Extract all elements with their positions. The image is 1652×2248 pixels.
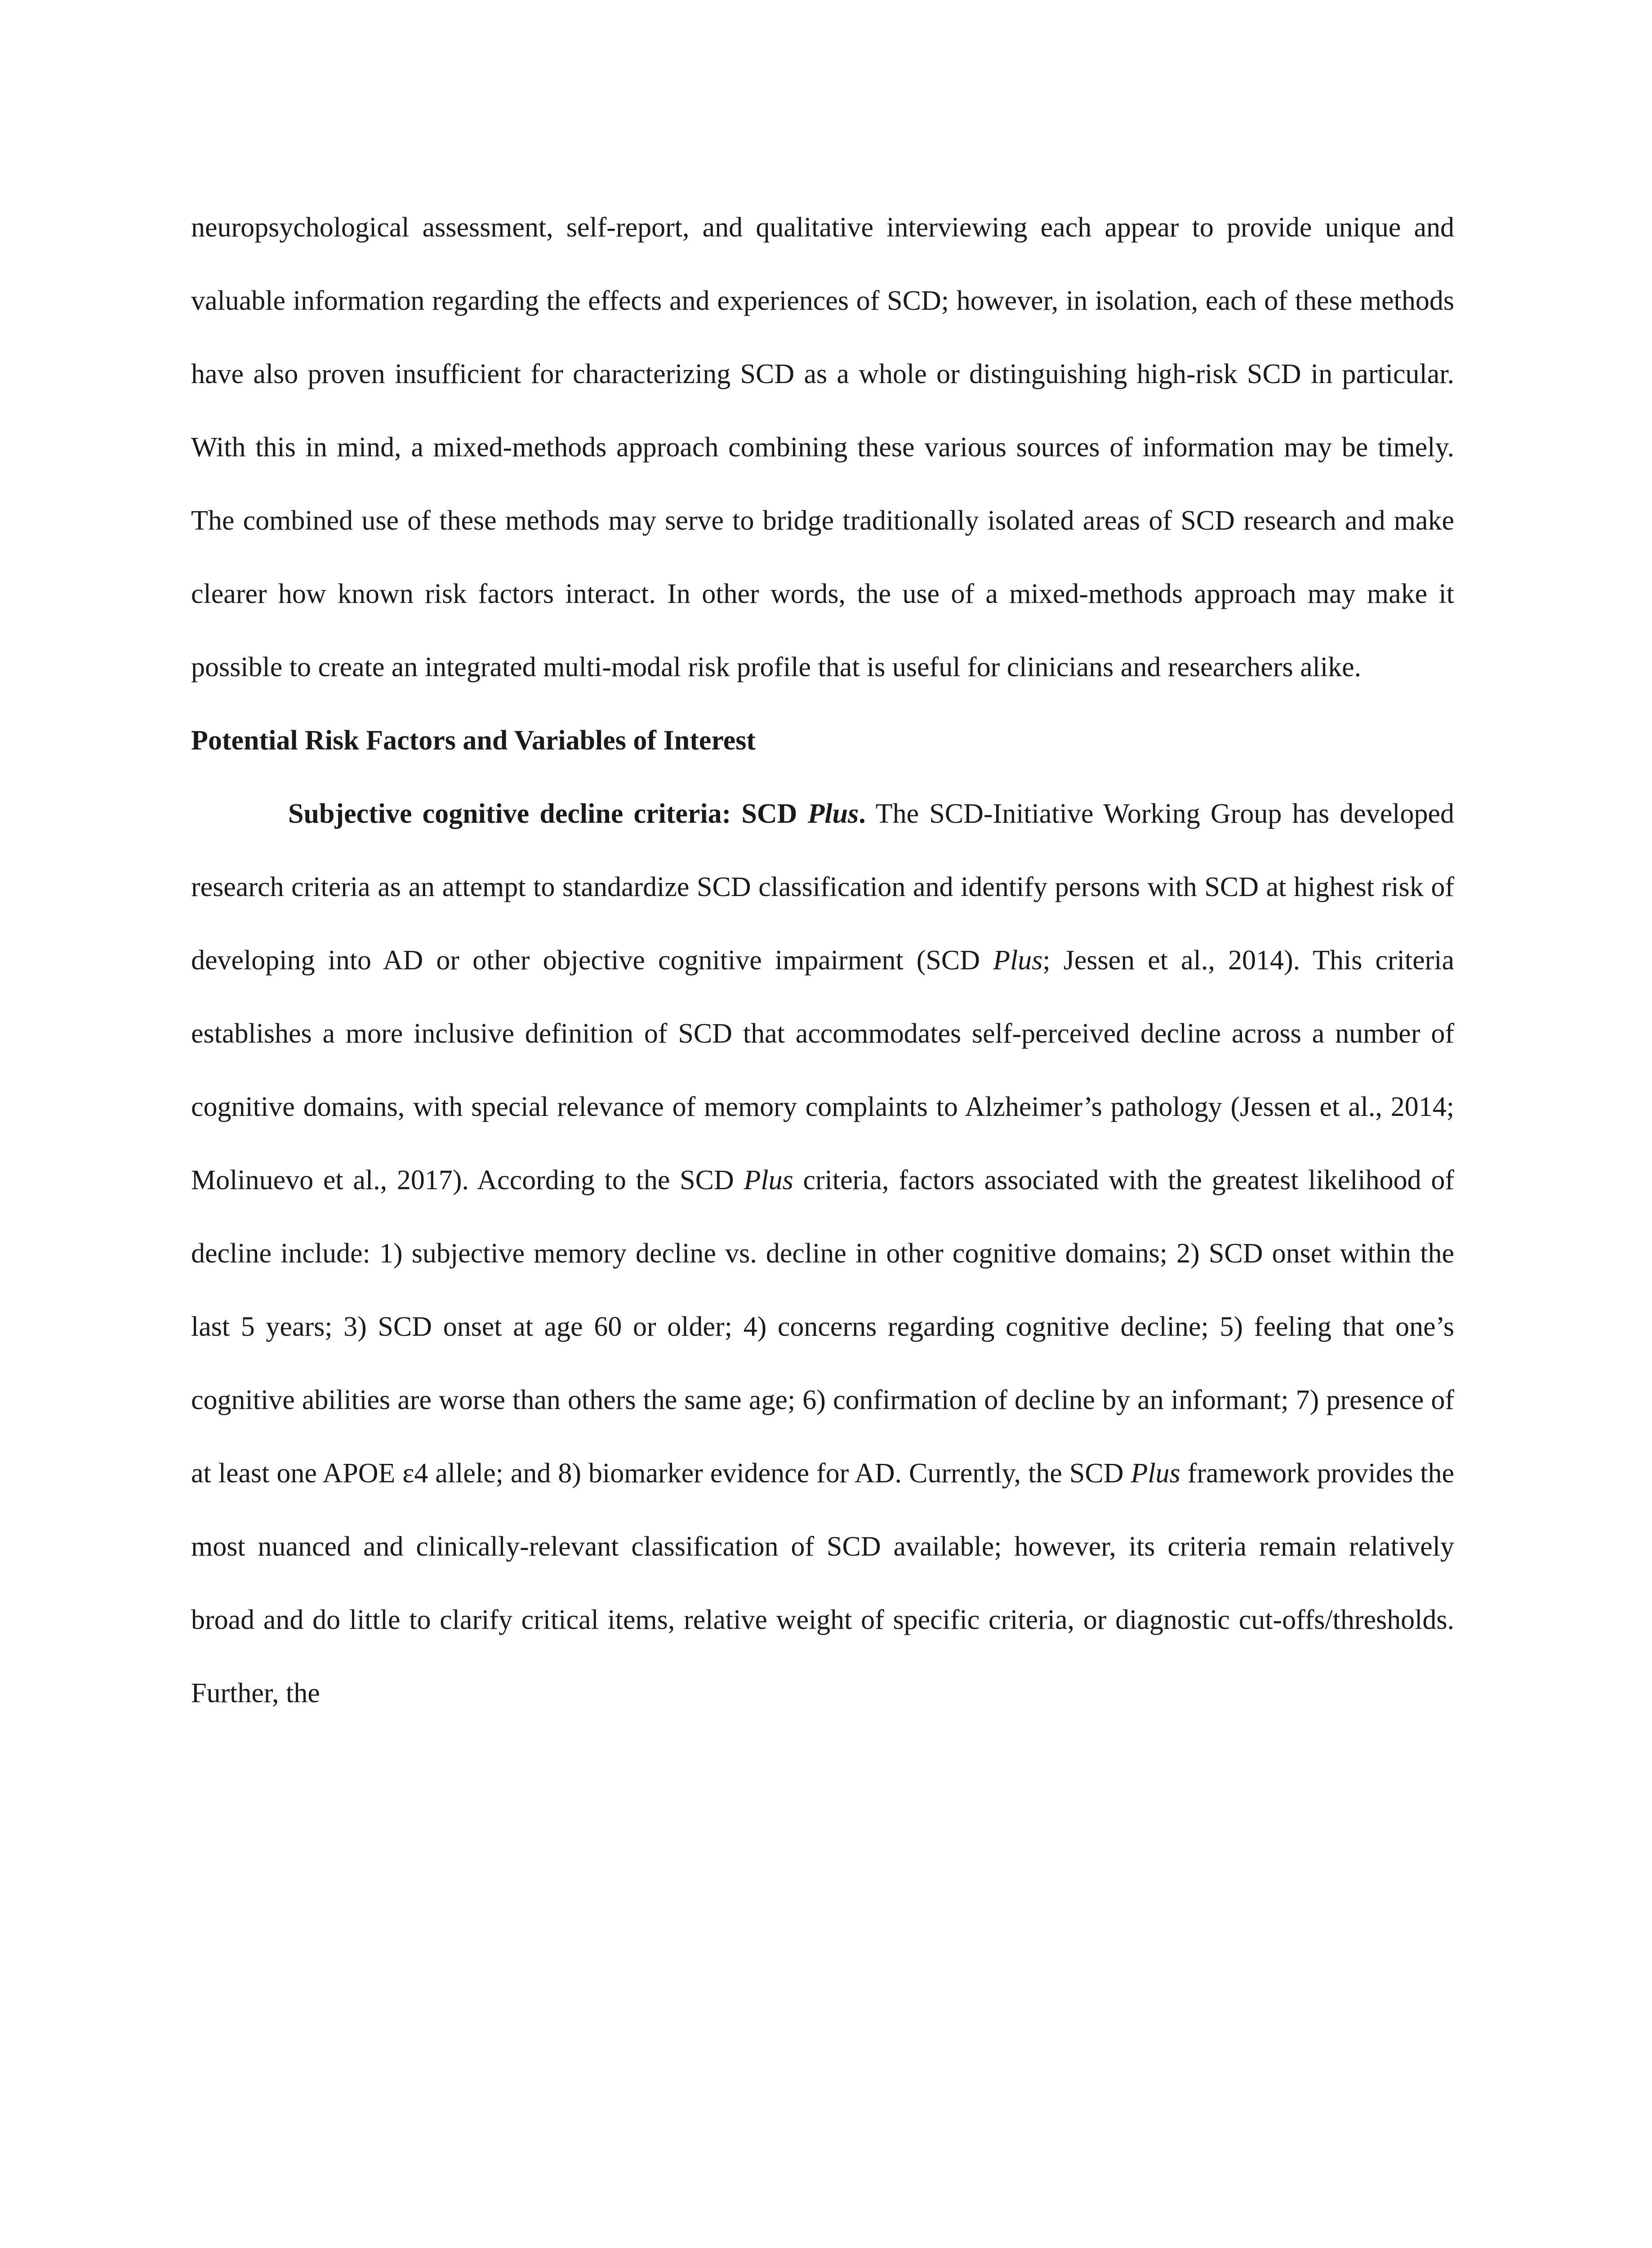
text-run: criteria, factors associated with the greatest likelihood of decline include: 1) subjective memory decline vs. decline in other cognitive domains; 2) SCD onset within the last 5 years; 3) SCD onset at age 60 or older; 4) concerns regarding cognitive decline; 5) feeling that one’s cognitive abilities are worse than others the same age; 6) confirmation of decline by an informant; 7) presence of at least one APOE ε4 allele; and 8) biomarker evidence for AD. Currently, the SCD — [191, 1165, 1454, 1489]
text-run: The SCD-Initiative Working Group has developed research criteria as an attempt to standardize SCD classification and identify persons with SCD at highest risk of developing into AD or other objective cognitive impairment (SCD — [191, 798, 1454, 976]
paragraph-methods: neuropsychological assessment, self-report, and qualitative interviewing each appear to provide unique and valuable information regarding the effects and experiences of SCD; however, in isolation, each of these methods have also proven insufficient for characterizing SCD as a whole or distinguishing high-risk SCD in particular. With this in mind, a mixed-methods approach combining these various sources of information may be timely. The combined use of these methods may serve to bridge traditionally isolated areas of SCD research and make clearer how known risk factors interact. In other words, the use of a mixed-methods approach may make it possible to create an integrated multi-modal risk profile that is useful for clinicians and researchers alike. — [191, 212, 1454, 682]
text-run: ; Jessen et al., 2014). This criteria establishes a more inclusive definition of SCD that accommodates self-perceived decline across a number of cognitive domains, with special relevance of memory complaints to Alzheimer’s pathology (Jessen et al., 2014; Molinuevo et al., 2017). According to the SCD — [191, 945, 1454, 1195]
body-text — [191, 191, 1454, 1730]
inline-heading-end: . — [859, 798, 866, 829]
italic-run: Plus — [744, 1165, 793, 1195]
paragraph-scd-plus — [191, 777, 1454, 1730]
inline-heading-italic: Plus — [807, 798, 859, 829]
inline-heading-text: Subjective cognitive decline criteria: SCD — [288, 798, 808, 829]
inline-heading — [288, 798, 866, 829]
section-heading: Potential Risk Factors and Variables of Interest — [191, 725, 756, 756]
text-run: framework provides the most nuanced and clinically-relevant classification of SCD available; however, its criteria remain relatively broad and do little to clarify critical items, relative weight of specific criteria, or diagnostic cut-offs/thresholds. Further, the — [191, 1458, 1454, 1708]
italic-run: Plus — [993, 945, 1043, 976]
italic-run: Plus — [1131, 1458, 1180, 1489]
